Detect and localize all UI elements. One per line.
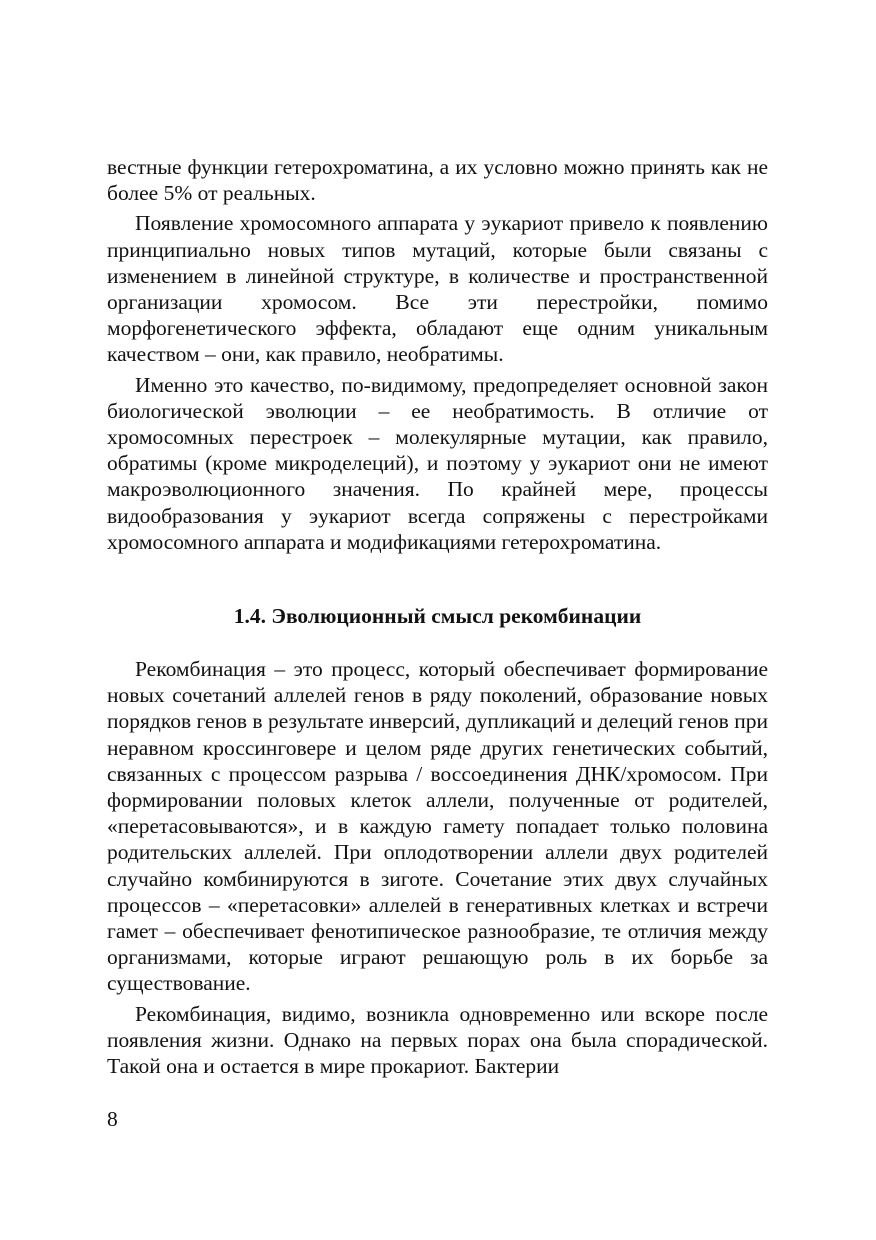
paragraph-irreversibility: Именно это качество, по-видимому, предопределяет основной закон биологической эволюции – ее необратимость. В отличие от хромосомных перестроек – молекулярные мутации, как правило, обратимы (кроме микроделеций), и поэтому у эукариот они не имеют макроэволюционного значения. По крайней мере, процессы видообразования у эукариот всегда сопряжены с перестройками хромосомного аппарата и модификациями гетерохроматина.: [107, 372, 768, 554]
text-block-top: [107, 154, 768, 555]
paragraph-recombination-origin: Рекомбинация, видимо, возникла одновременно или вскоре после появления жизни. Однако на первых порах она была спорадической. Такой она и остается в мире прокариот. Бактерии: [107, 1001, 768, 1079]
paragraph-chromosome-apparatus: Появление хромосомного аппарата у эукариот привело к появлению принципиально новых типов мутаций, которые были связаны с изменением в линейной структуре, в количестве и пространственной организации хромосом. Все эти перестройки, помимо морфогенетического эффекта, обладают еще одним уникальным качеством – они, как правило, необратимы.: [107, 211, 768, 367]
text-block-bottom: [107, 656, 768, 1079]
section-heading: 1.4. Эволюционный смысл рекомбинации: [233, 604, 642, 628]
page-number: 8: [107, 1107, 118, 1131]
paragraph-continued: вестные функции гетерохроматина, а их условно можно принять как не более 5% от реальных.: [107, 155, 768, 206]
paragraph-recombination-definition: Рекомбинация – это процесс, который обеспечивает формирование новых сочетаний аллелей генов в ряду поколений, образование новых порядков генов в результате инверсий, дупликаций и делеций генов при неравном кроссинговере и целом ряде других генетических событий, связанных с процессом разрыва / воссоединения ДНК/хромосом. При формировании половых клеток аллели, полученные от родителей, «перетасовываются», и в каждую гамету попадает только половина родительских аллелей. При оплодотворении аллели двух родителей случайно комбинируются в зиготе. Сочетание этих двух случайных процессов – «перетасовки» аллелей в генеративных клетках и встречи гамет – обеспечивает фенотипическое разнообразие, те отличия между организмами, которые играют решающую роль в их борьбе за существование.: [107, 657, 768, 996]
